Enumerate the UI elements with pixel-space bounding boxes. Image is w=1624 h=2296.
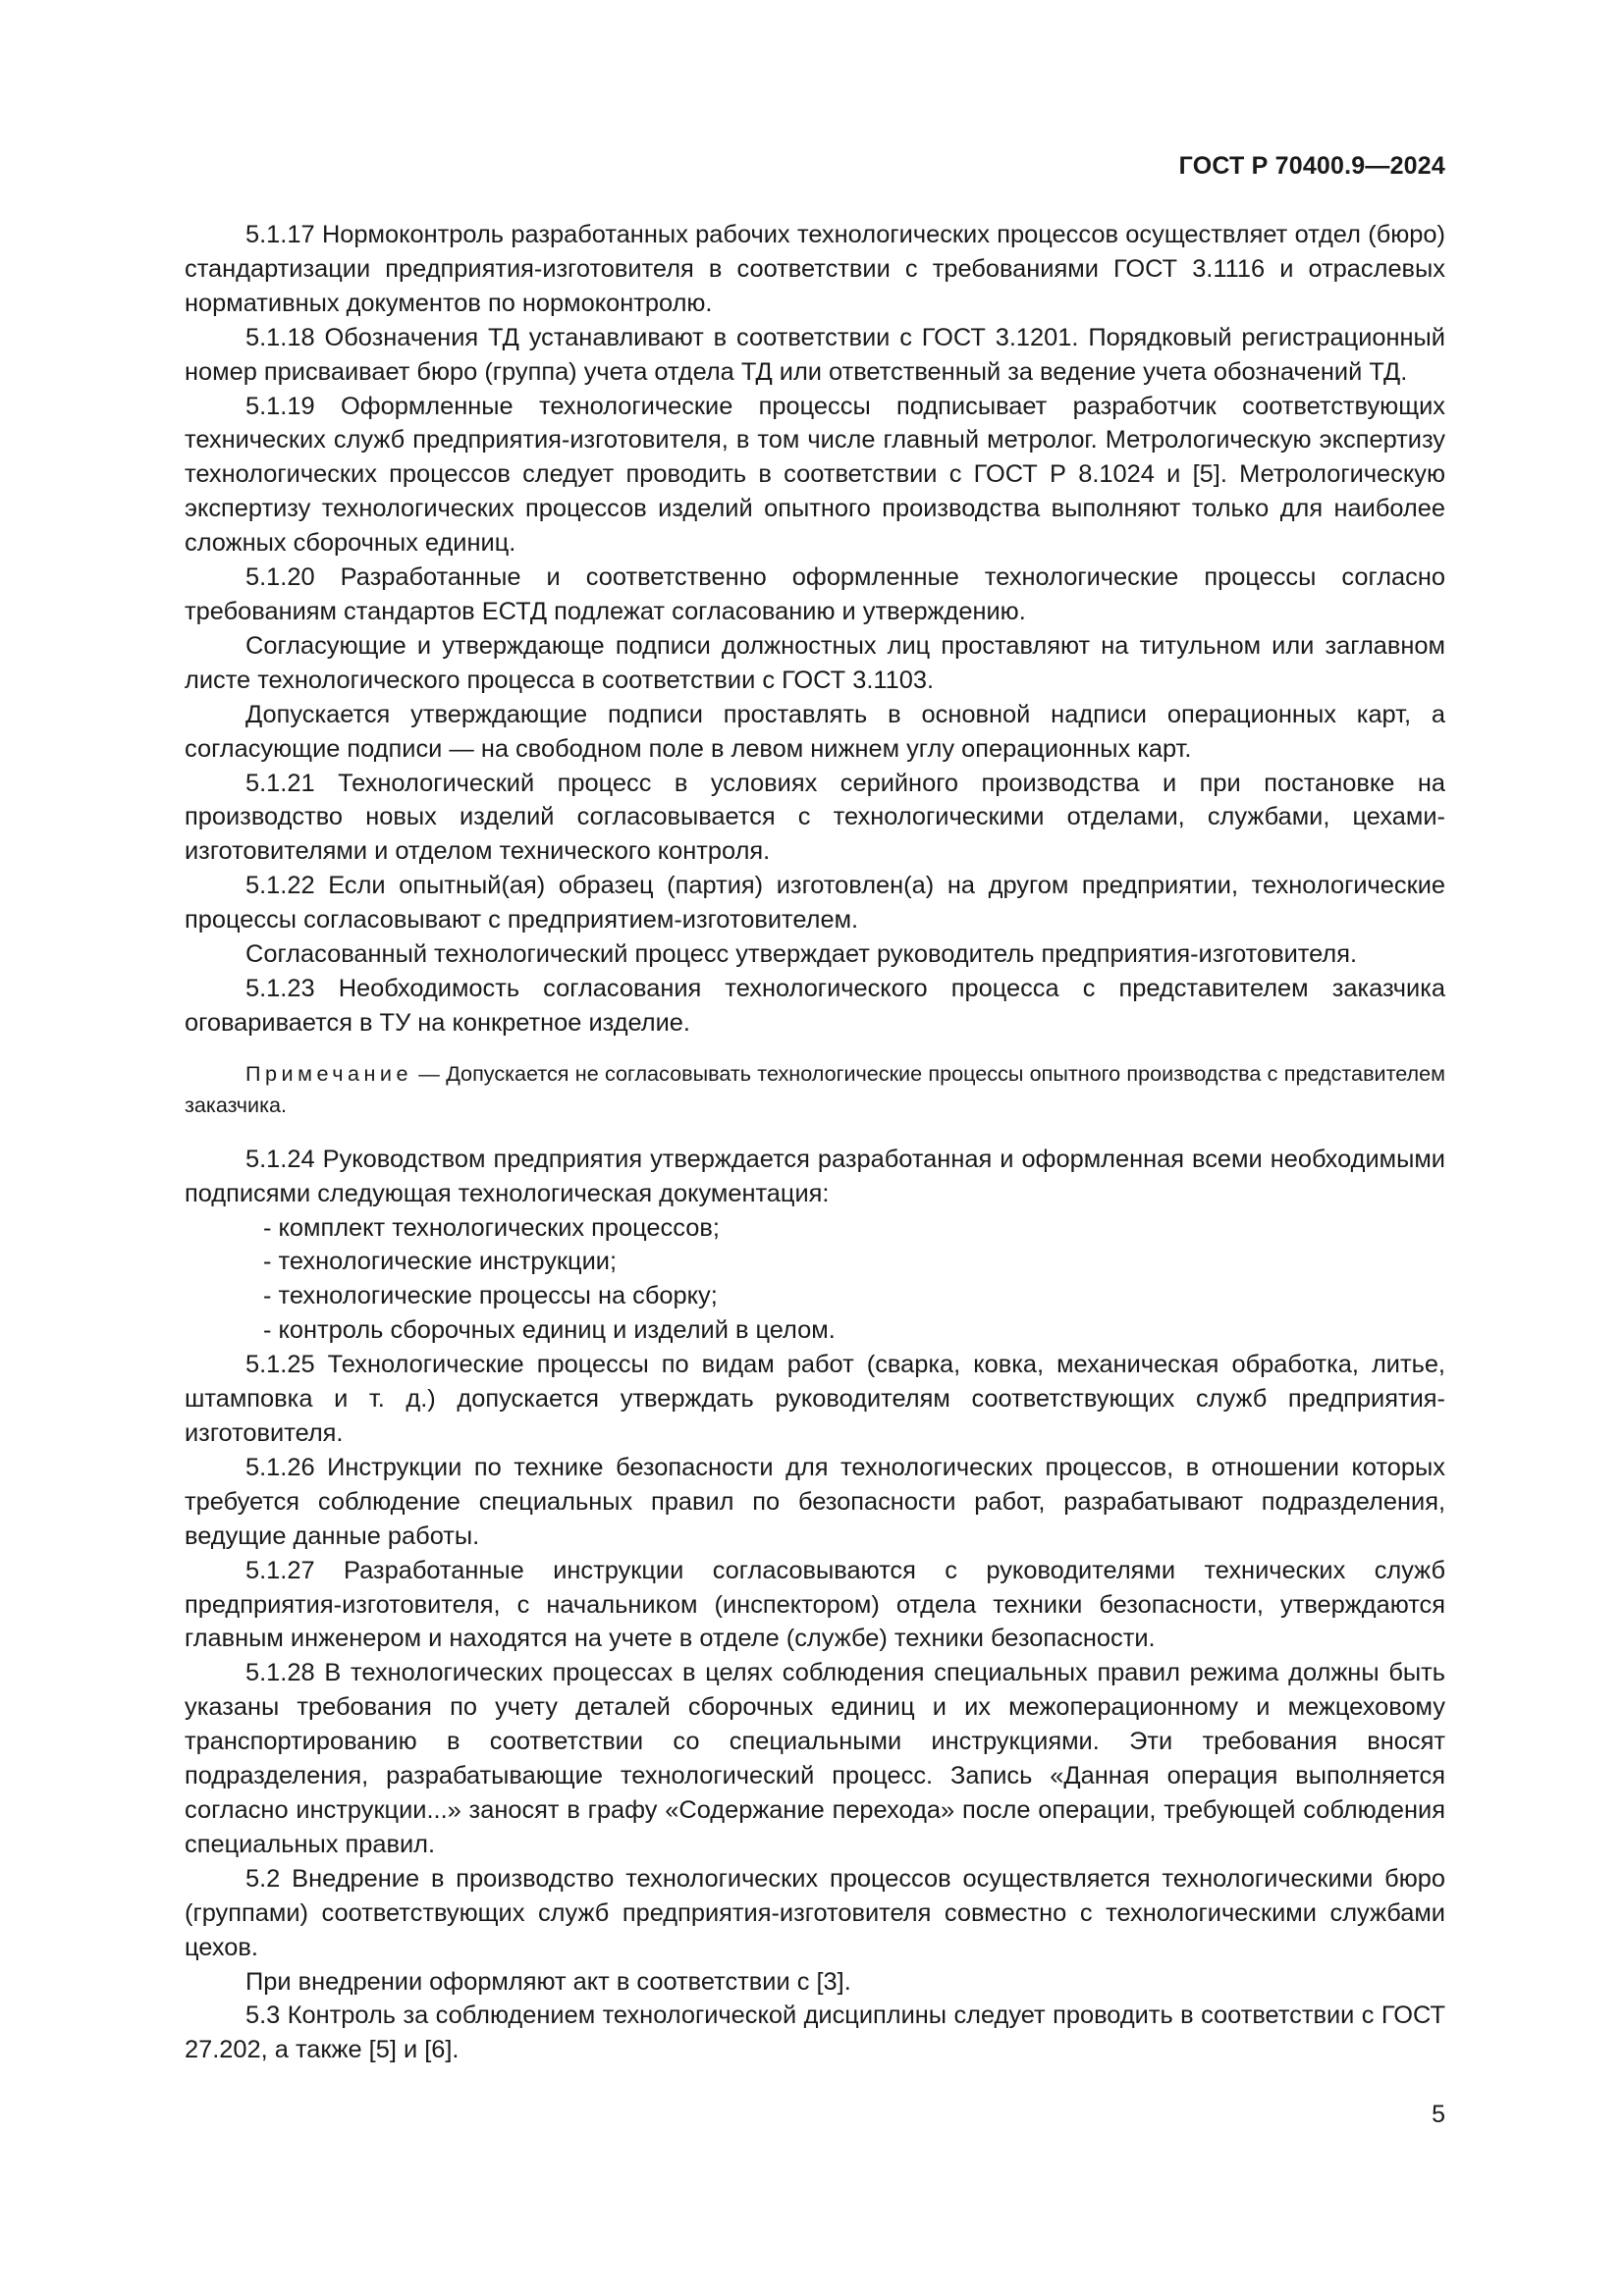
paragraph-5-1-22-approval: Согласованный технологический процесс утверждает руководитель предприятия-изготовителя.	[245, 940, 1358, 969]
list-item: - технологические процессы на сборку;	[263, 1282, 718, 1310]
paragraph-5-1-22: 5.1.22 Если опытный(ая) образец (партия) изготовлен(а) на другом предприятии, технологические процессы согласовывают с предприятием-изготовителем.	[185, 872, 1445, 934]
list-item: - комплект технологических процессов;	[263, 1213, 720, 1242]
document-code-header: ГОСТ Р 70400.9—2024	[1178, 152, 1445, 180]
list-item: - контроль сборочных единиц и изделий в целом.	[263, 1316, 836, 1345]
paragraph-5-1-18: 5.1.18 Обозначения ТД устанавливают в соответствии с ГОСТ 3.1201. Порядковый регистрационный номер присваивает бюро (группа) учета отдела ТД или ответственный за ведение учета обозначений ТД.	[185, 323, 1445, 386]
paragraph-5-1-26: 5.1.26 Инструкции по технике безопасности для технологических процессов, в отношении которых требуется соблюдение специальных правил по безопасности работ, разрабатывают подразделения, ведущие данные работы.	[185, 1453, 1445, 1550]
page-number: 5	[1432, 2101, 1445, 2128]
paragraph-5-1-20: 5.1.20 Разработанные и соответственно оформленные технологические процессы согласно требованиям стандартов ЕСТД подлежат согласованию и утверждению.	[185, 563, 1445, 625]
document-body	[185, 218, 1445, 2067]
note-label: Примечание	[245, 1060, 412, 1086]
paragraph-5-3: 5.3 Контроль за соблюдением технологической дисциплины следует проводить в соответствии с ГОСТ 27.202, а также [5] и [6].	[185, 2002, 1445, 2064]
paragraph-5-2: 5.2 Внедрение в производство технологических процессов осуществляется технологическими бюро (группами) соответствующих служб предприятия-изготовителя совместно с технологическими службами цехов.	[185, 1864, 1445, 1961]
paragraph-5-1-27: 5.1.27 Разработанные инструкции согласовываются с руководителями технических служб предприятия-изготовителя, с начальником (инспектором) отдела техники безопасности, утверждаются главным инженером и находятся на учете в отделе (службе) техники безопасности.	[185, 1556, 1445, 1653]
paragraph-5-1-17: 5.1.17 Нормоконтроль разработанных рабочих технологических процессов осуществляет отдел (бюро) стандартизации предприятия-изготовителя в соответствии с требованиями ГОСТ 3.1116 и отраслевых нормативных документов по нормоконтролю.	[185, 221, 1445, 317]
paragraph-5-1-23: 5.1.23 Необходимость согласования технологического процесса с представителем заказчика оговаривается в ТУ на конкретное изделие.	[185, 974, 1445, 1037]
note	[185, 1058, 1445, 1121]
paragraph-5-1-19: 5.1.19 Оформленные технологические процессы подписывает разработчик соответствующих технических служб предприятия-изготовителя, в том числе главный метролог. Метрологическую экспертизу технологических процессов следует проводить в соответствии с ГОСТ Р 8.1024 и [5]. Метрологическую экспертизу технологических процессов изделий опытного производства выполняют только для наиболее сложных сборочных единиц.	[185, 392, 1445, 558]
paragraph-5-1-25: 5.1.25 Технологические процессы по видам работ (сварка, ковка, механическая обработка, литье, штамповка и т. д.) допускается утверждать руководителям соответствующих служб предприятия-изготовителя.	[185, 1351, 1445, 1447]
list-item: - технологические инструкции;	[263, 1248, 618, 1276]
paragraph-5-2-act: При внедрении оформляют акт в соответствии с [3].	[245, 1967, 851, 1996]
paragraph-5-1-21: 5.1.21 Технологический процесс в условиях серийного производства и при постановке на производство новых изделий согласовывается с технологическими отделами, службами, цехами-изготовителями и отделом технического контроля.	[185, 769, 1445, 866]
paragraph-5-1-28: 5.1.28 В технологических процессах в целях соблюдения специальных правил режима должны быть указаны требования по учету деталей сборочных единиц и их межоперационному и межцеховому транспортированию в соответствии со специальными инструкциями. Эти требования вносят подразделения, разрабатывающие технологический процесс. Запись «Данная операция выполняется согласно инструкции...» заносят в графу «Содержание перехода» после операции, требующей соблюдения специальных правил.	[185, 1659, 1445, 1858]
paragraph-5-1-20-signatures: Согласующие и утверждающе подписи должностных лиц проставляют на титульном или заглавном листе технологического процесса в соответствии с ГОСТ 3.1103.	[185, 631, 1445, 694]
paragraph-5-1-20-allowed: Допускается утверждающие подписи проставлять в основной надписи операционных карт, а согласующие подписи — на свободном поле в левом нижнем углу операционных карт.	[185, 700, 1445, 763]
paragraph-5-1-24: 5.1.24 Руководством предприятия утверждается разработанная и оформленная всеми необходимыми подписями следующая технологическая документация:	[185, 1145, 1445, 1207]
note-text: — Допускается не согласовывать технологические процессы опытного производства с представителем заказчика.	[185, 1060, 1445, 1117]
